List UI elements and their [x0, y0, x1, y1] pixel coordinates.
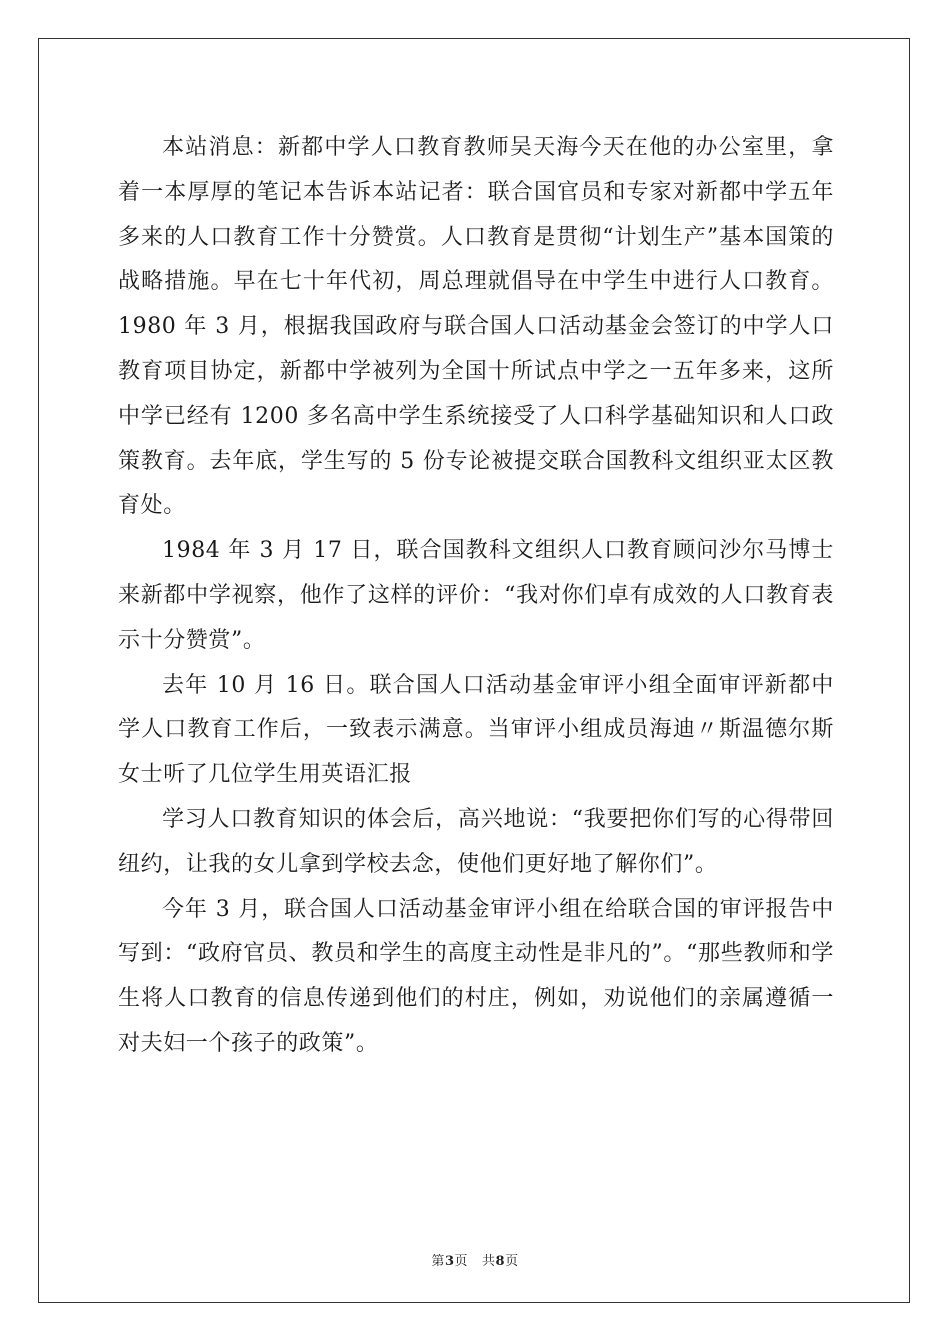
footer-total-prefix: 共 [482, 1254, 496, 1269]
paragraph-2: 1984 年 3 月 17 日，联合国教科文组织人口教育顾问沙尔马博士来新都中学视察，他作了这样的评价：“我对你们卓有成效的人口教育表示十分赞赏”。 [118, 538, 834, 653]
footer-page-number: 3 [444, 1254, 455, 1269]
paragraph-5: 今年 3 月，联合国人口活动基金审评小组在给联合国的审评报告中写到：“政府官员、教员和学生的高度主动性是非凡的”。“那些教师和学生将人口教育的信息传递到他们的村庄，例如，劝说他们的亲属遵循一对夫妇一个孩子的政策”。 [118, 896, 834, 1056]
footer-page-suffix: 页 [454, 1254, 468, 1269]
footer-total-pages: 8 [495, 1254, 506, 1269]
footer-total-suffix: 页 [505, 1254, 519, 1269]
page-footer [0, 1250, 950, 1269]
paragraph-4: 学习人口教育知识的体会后，高兴地说：“我要把你们写的心得带回纽约，让我的女儿拿到学校去念，使他们更好地了解你们”。 [118, 806, 834, 877]
footer-page-prefix: 第 [431, 1254, 445, 1269]
paragraph-3: 去年 10 月 16 日。联合国人口活动基金审评小组全面审评新都中学人口教育工作后，一致表示满意。当审评小组成员海迪〃斯温德尔斯女士听了几位学生用英语汇报 [118, 672, 834, 788]
paragraph-1: 本站消息：新都中学人口教育教师吴天海今天在他的办公室里，拿着一本厚厚的笔记本告诉本站记者：联合国官员和专家对新都中学五年多来的人口教育工作十分赞赏。人口教育是贯彻“计划生产”基本国策的战略措施。早在七十年代初，周总理就倡导在中学生中进行人口教育。1980 年 3 月，根据我国政府与联合国人口活动基金会签订的中学人口教育项目协定，新都中学被列为全国十所试点中学之一五年多来，这所中学已经有 1200 多名高中学生系统接受了人口科学基础知识和人口政策教育。去年底，学生写的 5 份专论被提交联合国教科文组织亚太区教育处。 [118, 135, 834, 519]
document-body [118, 126, 834, 1067]
